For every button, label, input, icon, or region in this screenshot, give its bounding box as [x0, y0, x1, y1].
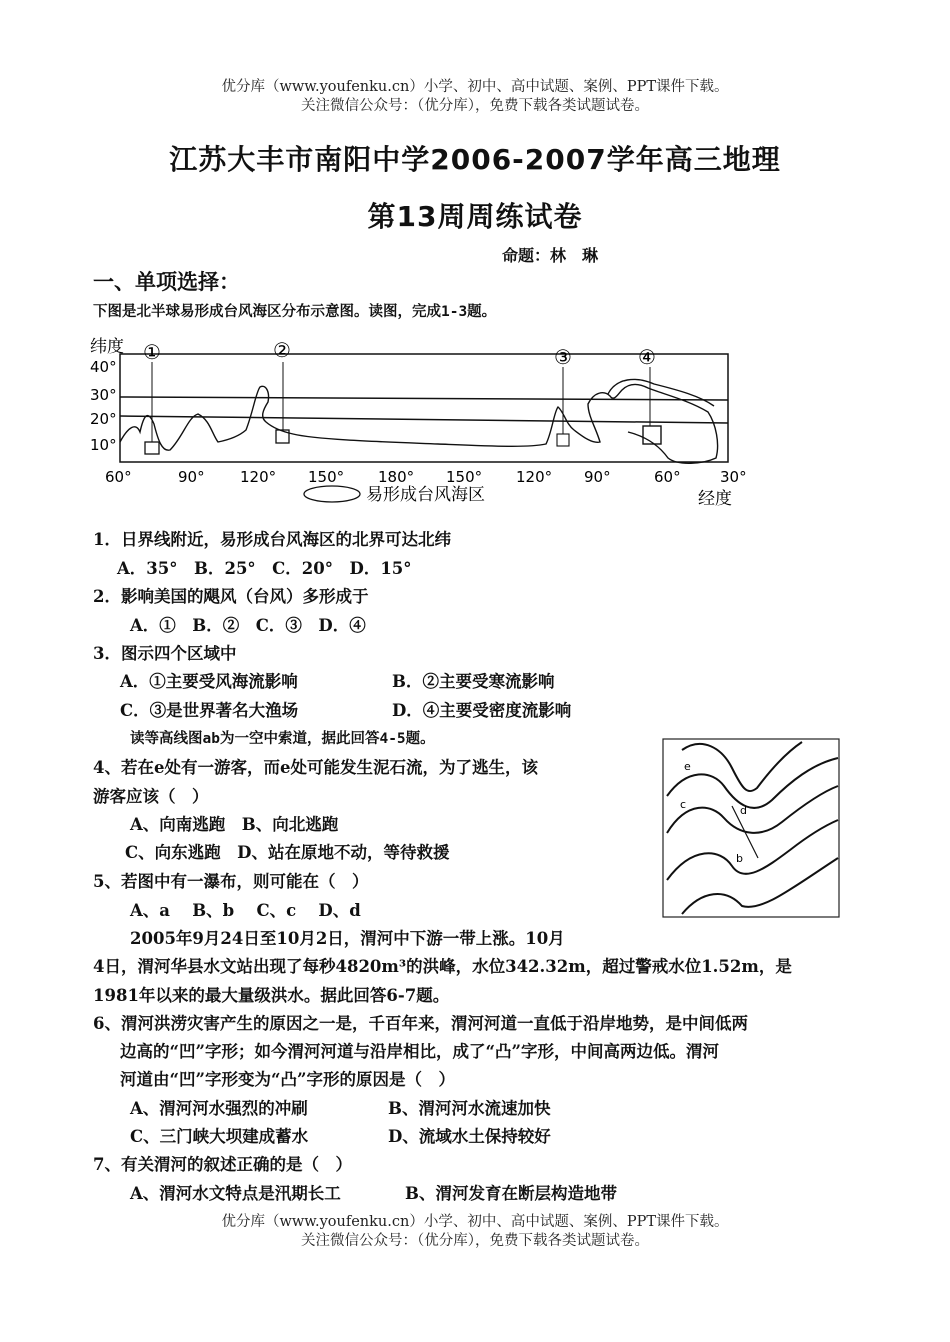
question-3-option-d: D．④主要受密度流影响: [392, 701, 572, 720]
x-tick: 120°: [240, 468, 277, 486]
lat-20-line: [120, 416, 728, 423]
page-subtitle: 第13周周练试卷: [367, 200, 583, 233]
question-5: 5、若图中有一瀑布，则可能在（ ）: [93, 872, 369, 891]
question-4-line-2: 游客应该（ ）: [93, 787, 209, 806]
section-intro: 下图是北半球易形成台风海区分布示意图。读图，完成1-3题。: [93, 304, 497, 320]
footer-line-1: 优分库（www.youfenku.cn）小学、初中、高中试题、案例、PPT课件下载。: [221, 1214, 729, 1230]
author: 命题：林 琳: [502, 246, 599, 265]
x-tick: 90°: [178, 468, 205, 486]
x-tick: 150°: [308, 468, 345, 486]
question-7-option-a: A、渭河水文特点是汛期长工: [130, 1184, 341, 1203]
region-1-box: [145, 442, 159, 454]
x-tick: 150°: [446, 468, 483, 486]
question-4-options-ab: A、向南逃跑 B、向北逃跑: [130, 815, 339, 834]
question-4-line-1: 4、若在e处有一游客，而e处可能发生泥石流，为了逃生，该: [93, 758, 538, 777]
legend-label: 易形成台风海区: [366, 485, 485, 505]
marker-4: ④: [638, 345, 656, 369]
question-6-option-b: B、渭河河水流速加快: [388, 1099, 551, 1118]
x-tick: 120°: [516, 468, 553, 486]
passage-line-3: 1981年以来的最大量级洪水。据此回答6-7题。: [93, 986, 450, 1005]
question-7-option-b: B、渭河发育在断层构造地带: [405, 1184, 617, 1203]
label-b: b: [736, 852, 743, 865]
x-tick: 90°: [584, 468, 611, 486]
contour-line-5: [682, 858, 838, 914]
contour-line-1: [682, 742, 802, 791]
y-tick-40: 40°: [90, 358, 117, 376]
marker-3: ③: [554, 345, 572, 369]
y-tick-10: 10°: [90, 436, 117, 454]
passage-line-1: 2005年9月24日至10月2日，渭河中下游一带上涨。10月: [130, 929, 565, 948]
question-6-option-c: C、三门峡大坝建成蓄水: [130, 1127, 309, 1146]
marker-1: ①: [143, 340, 161, 364]
x-tick: 60°: [654, 468, 681, 486]
label-d: d: [740, 804, 747, 817]
contour-map: [662, 738, 842, 920]
typhoon-map: [88, 332, 768, 512]
x-tick: 30°: [720, 468, 747, 486]
legend-symbol: [304, 486, 360, 502]
x-axis-label: 经度: [698, 489, 732, 509]
question-5-options: A、a B、b C、c D、d: [130, 901, 361, 920]
coastline: [120, 384, 718, 463]
map-frame: [120, 354, 728, 462]
label-c: c: [680, 798, 687, 811]
header-line-2: 关注微信公众号：（优分库），免费下载各类试题试卷。: [301, 98, 649, 114]
question-1: 1．日界线附近，易形成台风海区的北界可达北纬: [93, 530, 451, 549]
question-3-option-c: C．③是世界著名大渔场: [120, 701, 299, 720]
question-2-options: A．① B．② C．③ D．④: [130, 616, 366, 635]
passage-line-2: 4日，渭河华县水文站出现了每秒4820m³的洪峰，水位342.32m，超过警戒水位1.52m，是: [93, 957, 792, 976]
question-6-option-a: A、渭河河水强烈的冲刷: [130, 1099, 308, 1118]
region-4-box: [643, 426, 661, 444]
question-3-option-a: A．①主要受风海流影响: [120, 672, 298, 691]
question-7: 7、有关渭河的叙述正确的是（ ）: [93, 1155, 352, 1174]
contour-line-3: [667, 786, 838, 833]
section-heading: 一、单项选择：: [93, 270, 240, 294]
question-6-option-d: D、流域水土保持较好: [388, 1127, 551, 1146]
footer-line-2: 关注微信公众号：（优分库），免费下载各类试题试卷。: [301, 1233, 649, 1249]
question-3: 3．图示四个区域中: [93, 644, 237, 663]
label-e: e: [684, 760, 691, 773]
lat-30-line: [120, 397, 728, 400]
question-3-option-b: B．②主要受寒流影响: [392, 672, 555, 691]
y-tick-30: 30°: [90, 386, 117, 404]
question-4-options-cd: C、向东逃跑 D、站在原地不动，等待救援: [125, 843, 450, 862]
marker-2: ②: [273, 338, 291, 362]
y-tick-20: 20°: [90, 410, 117, 428]
contour-line-4: [667, 820, 838, 880]
y-axis-label: 纬度: [90, 337, 124, 357]
question-6-line-2: 边高的“凹”字形；如今渭河河道与沿岸相比，成了“凸”字形，中间高两边低。渭河: [120, 1042, 719, 1061]
region-3-box: [557, 434, 569, 446]
contour-intro: 读等高线图ab为一空中索道，据此回答4-5题。: [130, 731, 435, 747]
question-2: 2．影响美国的飓风（台风）多形成于: [93, 587, 369, 606]
header-line-1: 优分库（www.youfenku.cn）小学、初中、高中试题、案例、PPT课件下载。: [221, 79, 729, 95]
x-tick: 60°: [105, 468, 132, 486]
question-1-options: A．35° B．25° C．20° D．15°: [117, 559, 412, 578]
x-tick: 180°: [378, 468, 415, 486]
question-6-line-1: 6、渭河洪涝灾害产生的原因之一是，千百年来，渭河河道一直低于沿岸地势，是中间低两: [93, 1014, 748, 1033]
question-6-line-3: 河道由“凹”字形变为“凸”字形的原因是（ ）: [120, 1070, 455, 1089]
page-title: 江苏大丰市南阳中学2006-2007学年高三地理: [169, 143, 781, 176]
